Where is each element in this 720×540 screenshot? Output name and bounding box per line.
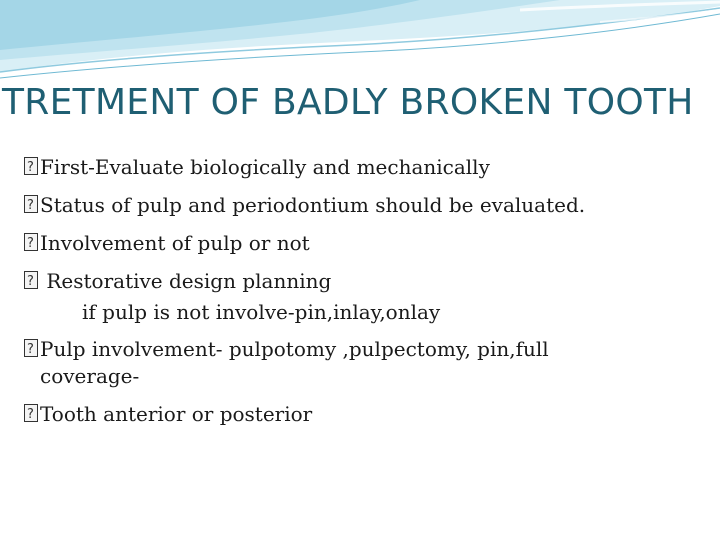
- bullet-text: Restorative design planning: [40, 269, 332, 293]
- bullet-text-continuation: coverage-: [40, 364, 140, 388]
- bullet-text: First-Evaluate biologically and mechanically: [40, 155, 490, 179]
- slide-title: TRETMENT OF BADLY BROKEN TOOTH: [2, 82, 694, 123]
- bullet-item: [24, 336, 704, 363]
- sub-bullet-text: if pulp is not involve-pin,inlay,onlay: [82, 300, 441, 324]
- bullet-text: Tooth anterior or posterior: [40, 402, 313, 426]
- box-question-icon: [24, 339, 38, 357]
- bullet-text: Status of pulp and periodontium should be evaluated.: [40, 193, 586, 217]
- bullet-text: Pulp involvement- pulpotomy ,pulpectomy, pin,full: [40, 337, 549, 361]
- bullet-list: [24, 154, 704, 439]
- bullet-item: [24, 401, 704, 428]
- box-question-icon: [24, 157, 38, 175]
- box-question-icon: [24, 195, 38, 213]
- bullet-item: [24, 268, 704, 295]
- box-question-icon: [24, 233, 38, 251]
- box-question-icon: [24, 404, 38, 422]
- box-question-icon: [24, 271, 38, 289]
- header-wave-decoration: [0, 0, 720, 90]
- bullet-item: [24, 192, 704, 219]
- bullet-text: Involvement of pulp or not: [40, 231, 310, 255]
- bullet-item: [24, 154, 704, 181]
- bullet-item: [24, 230, 704, 257]
- bullet-continuation: [24, 363, 704, 390]
